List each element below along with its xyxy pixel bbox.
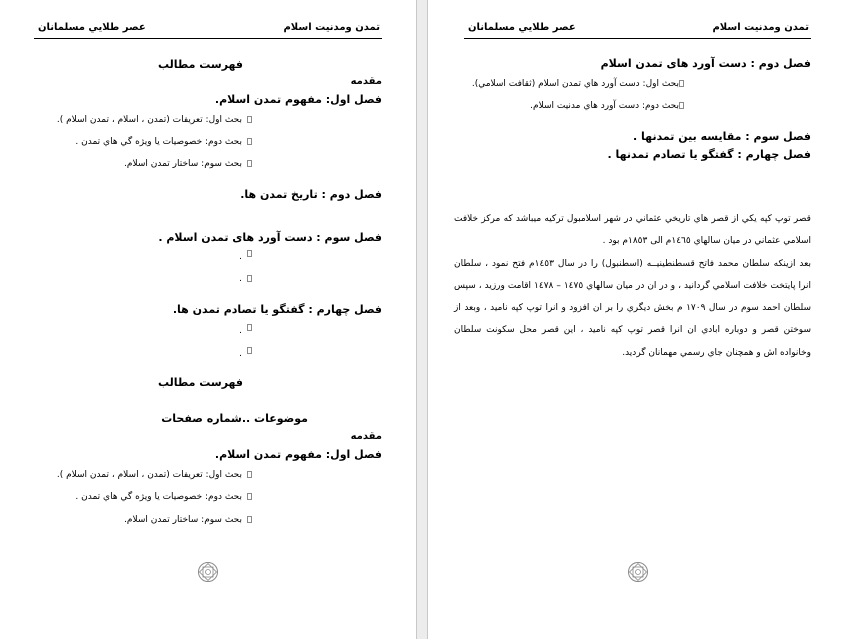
chapter-1-item: بحث دوم: خصوصيات يا ويژه گي هاي تمدن .: [75, 137, 242, 147]
bullet-icon: [247, 160, 252, 167]
intro-heading: مقدمه: [350, 76, 382, 87]
chapter-1-item: بحث سوم: ساختار تمدن اسلام.: [124, 159, 242, 169]
chapter-4-item: .: [239, 349, 242, 359]
right-page: [428, 0, 847, 639]
chapter-2-item: بحث دوم: دست آورد هاي مدنيت اسلام.: [530, 101, 679, 111]
bullet-icon: [247, 250, 252, 257]
bullet-icon: [247, 275, 252, 282]
toc-title-2: فهرست مطالب: [157, 376, 243, 389]
intro-heading-2: مقدمه: [350, 431, 382, 442]
toc-title: فهرست مطالب: [157, 58, 243, 71]
bullet-icon: [247, 116, 252, 123]
header-title-right: تمدن ومدنيت اسلام: [283, 22, 380, 33]
chapter-2-title: فصل دوم : تاريخ تمدن ها.: [240, 188, 382, 201]
bullet-icon: [679, 80, 684, 87]
chapter-2-title: فصل دوم : دست آورد هاى تمدن اسلام: [600, 57, 811, 70]
ornament-logo-icon: [627, 561, 649, 583]
page-header: [34, 18, 382, 39]
paragraph: قصر توپ كپه يكي از قصر هاي تاريخي عثماني در شهر اسلامبول تركيه ميباشد كه مركز خلافت اسلامي عثماني در ميان سالهاي ١٤٦٥م الى ١٨٥٣م بود .: [454, 214, 811, 247]
left-page: [0, 0, 416, 639]
bullet-icon: [247, 138, 252, 145]
chapter-3-item: .: [239, 252, 242, 262]
chapter-1-item: بحث اول: تعريفات (تمدن ، اسلام ، تمدن اسلام ).: [56, 470, 242, 480]
chapter-2-item: بحث اول: دست آورد هاي تمدن اسلام (ثقافت اسلامي).: [471, 79, 679, 89]
chapter-3-title: فصل سوم : دست آورد های تمدن اسلام .: [158, 231, 382, 244]
chapter-1-item: بحث دوم: خصوصيات يا ويژه گي هاي تمدن .: [75, 492, 242, 502]
chapter-4-title: فصل چهارم : گفتگو يا تصادم تمدنها .: [607, 148, 811, 161]
chapter-1-item: بحث اول: تعريفات (تمدن ، اسلام ، تمدن اسلام ).: [56, 115, 242, 125]
chapter-1-title-2: فصل اول: مفهوم تمدن اسلام.: [214, 448, 382, 461]
chapter-4-title: فصل چهارم : گفتگو يا تصادم تمدن ها.: [172, 303, 382, 316]
chapter-4-item: .: [239, 326, 242, 336]
chapter-1-item: بحث سوم: ساختار تمدن اسلام.: [124, 515, 242, 525]
chapter-1-title: فصل اول: مفهوم تمدن اسلام.: [214, 93, 382, 106]
header-title-right: تمدن ومدنيت اسلام: [712, 22, 809, 33]
chapter-3-title: فصل سوم : مقايسه بين تمدنها .: [633, 130, 811, 143]
bullet-icon: [247, 516, 252, 523]
header-title-left: عصر طلايي مسلمانان: [468, 22, 576, 33]
body-text: [454, 208, 811, 364]
bullet-icon: [247, 347, 252, 354]
bullet-icon: [247, 471, 252, 478]
bullet-icon: [247, 493, 252, 500]
bullet-icon: [247, 324, 252, 331]
paragraph: بعد ازينكه سلطان محمد فاتح قسطنطينيــه (اسطنبول) را در سال ١٤٥٣م فتح نمود ، سلطان انرا پايتخت خلافت اسلامي گردانيد ، و در ان در ميان سالهاي ١٤٧٥ – ١٤٧٨ اقامت ورزيد ، سپس سلطان احمد سوم در سال ١٧٠٩ م بخش ديگري را بر ان افزود و انرا توپ كپه ناميد ، وبعد از سوختن قصر و دوباره ابادي ان انرا قصر توپ كپه ناميد ، اين قصر محل سكونت سلطان وخانواده اش و همچنان جاي رسمي مهمانان گرديد.: [454, 258, 811, 358]
chapter-3-item: .: [239, 274, 242, 284]
bullet-icon: [679, 102, 684, 109]
ornament-logo-icon: [197, 561, 219, 583]
page-header: [464, 18, 811, 39]
header-title-left: عصر طلايي مسلمانان: [38, 22, 146, 33]
page-gutter: [416, 0, 428, 639]
topics-header: موضوعات ..شماره صفحات: [161, 412, 308, 425]
